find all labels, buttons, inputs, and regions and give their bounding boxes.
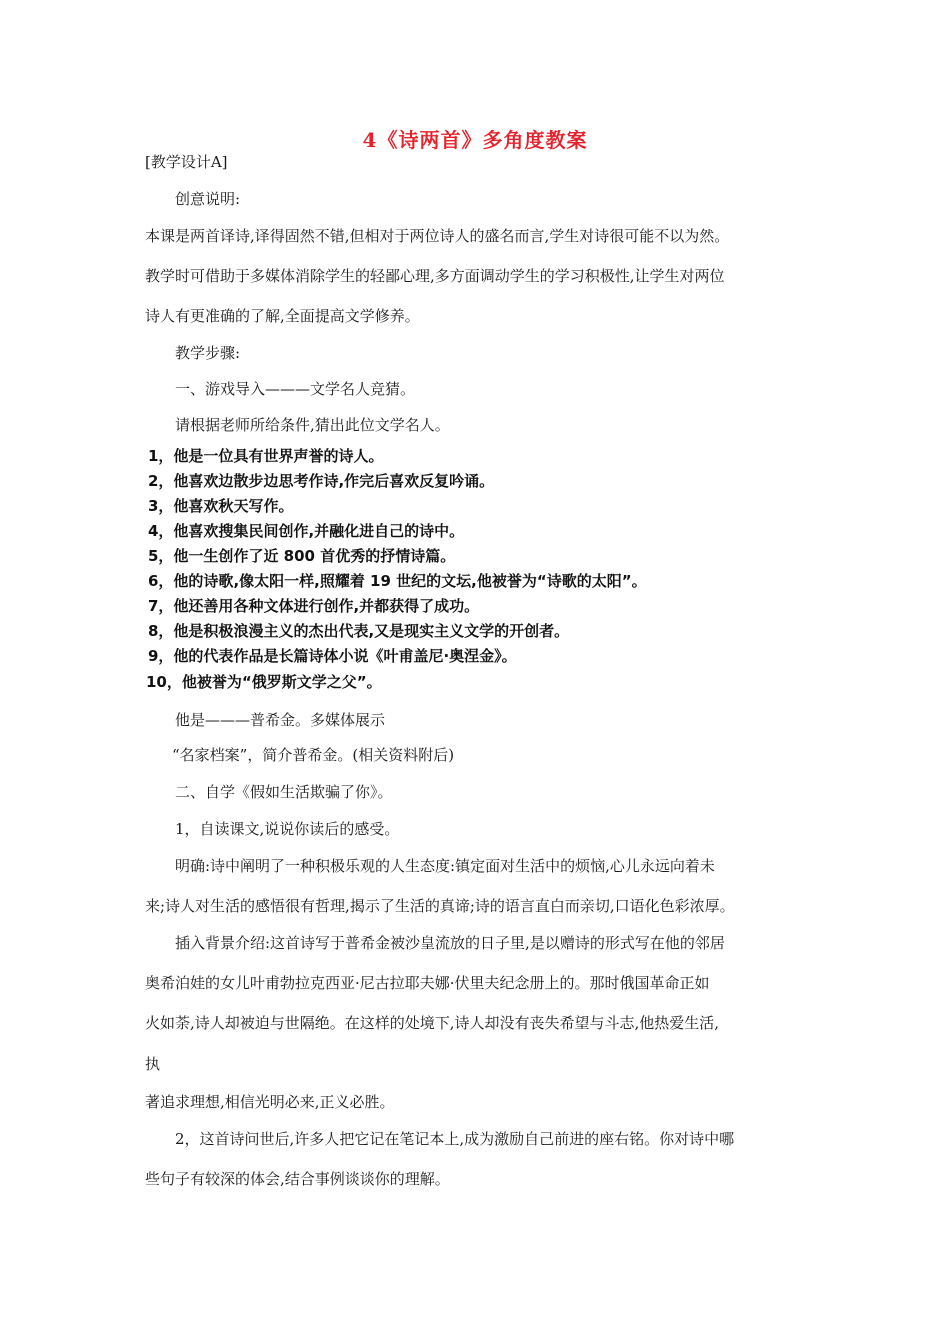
intro-paragraph-line: 教学时可借助于多媒体消除学生的轻鄙心理,多方面调动学生的学习积极性,让学生对两位 <box>145 267 725 285</box>
background-line: 执 <box>145 1055 161 1073</box>
step2-heading: 二、自学《假如生活欺骗了你》。 <box>175 783 393 801</box>
step2-item2-line: 2，这首诗问世后,许多人把它记在笔记本上,成为激励自己前进的座右铭。你对诗中哪 <box>175 1130 735 1148</box>
background-line: 著追求理想,相信光明必来,正义必胜。 <box>145 1093 395 1111</box>
clarify-line: 来;诗人对生活的感悟很有哲理,揭示了生活的真谛;诗的语言直白而亲切,口语化色彩浓厚。 <box>145 897 735 915</box>
step1-heading: 一、游戏导入———文学名人竞猜。 <box>175 380 416 398</box>
clue-item: 9，他的代表作品是长篇诗体小说《叶甫盖尼·奥涅金》。 <box>148 647 517 665</box>
clue-item: 4，他喜欢搜集民间创作,并融化进自己的诗中。 <box>148 522 465 540</box>
section-label: [教学设计A] <box>145 153 228 171</box>
document-title: 4《诗两首》多角度教案 <box>362 128 588 152</box>
clue-item: 1，他是一位具有世界声誉的诗人。 <box>148 447 384 465</box>
clue-item: 3，他喜欢秋天写作。 <box>148 497 294 515</box>
step2-item2-line: 些句子有较深的体会,结合事例谈谈你的理解。 <box>145 1170 450 1188</box>
intro-paragraph-line: 诗人有更准确的了解,全面提高文学修养。 <box>145 307 420 325</box>
background-line: 火如荼,诗人却被迫与世隔绝。在这样的处境下,诗人却没有丧失希望与斗志,他热爱生活, <box>145 1014 720 1032</box>
clue-item: 6，他的诗歌,像太阳一样,照耀着 19 世纪的文坛,他被誉为“诗歌的太阳”。 <box>148 572 647 590</box>
clarify-line: 明确:诗中阐明了一种积极乐观的人生态度:镇定面对生活中的烦恼,心儿永远向着未 <box>175 857 715 875</box>
intro-paragraph-line: 本课是两首译诗,译得固然不错,但相对于两位诗人的盛名而言,学生对诗很可能不以为然。 <box>145 227 730 245</box>
background-line: 插入背景介绍:这首诗写于普希金被沙皇流放的日子里,是以赠诗的形式写在他的邻居 <box>175 934 725 952</box>
clue-item: 8，他是积极浪漫主义的杰出代表,又是现实主义文学的开创者。 <box>148 622 570 640</box>
archive-line: “名家档案”，简介普希金。(相关资料附后) <box>172 746 455 764</box>
clue-item: 10，他被誉为“俄罗斯文学之父”。 <box>146 673 382 691</box>
background-line: 奥希泊娃的女儿叶甫勃拉克西亚·尼古拉耶夫娜·伏里夫纪念册上的。那时俄国革命正如 <box>145 974 710 992</box>
steps-heading: 教学步骤: <box>175 344 241 362</box>
clue-item: 5，他一生创作了近 800 首优秀的抒情诗篇。 <box>148 547 456 565</box>
clue-item: 7，他还善用各种文体进行创作,并都获得了成功。 <box>148 597 480 615</box>
clue-item: 2，他喜欢边散步边思考作诗,作完后喜欢反复吟诵。 <box>148 472 495 490</box>
step2-item1: 1，自读课文,说说你读后的感受。 <box>175 820 400 838</box>
step1-instruction: 请根据老师所给条件,猜出此位文学名人。 <box>175 416 450 434</box>
intro-heading: 创意说明: <box>175 190 241 208</box>
answer-line: 他是———普希金。多媒体展示 <box>175 711 386 729</box>
